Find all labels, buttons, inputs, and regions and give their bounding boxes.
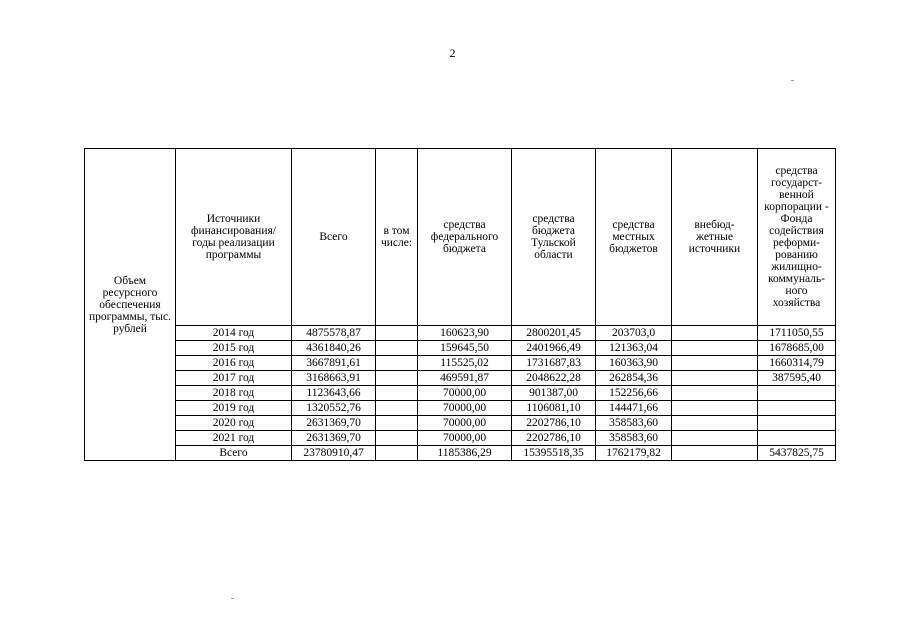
table-row (85, 431, 836, 446)
cell-including (376, 371, 418, 386)
cell-year: 2018 год (176, 386, 292, 401)
table-row (85, 371, 836, 386)
cell-local: 160363,90 (596, 356, 672, 371)
header-including: в том числе: (376, 149, 418, 326)
cell-regional: 2202786,10 (512, 431, 596, 446)
cell-year: 2016 год (176, 356, 292, 371)
table-row (85, 356, 836, 371)
cell-fund: 387595,40 (758, 371, 836, 386)
cell-regional: 1106081,10 (512, 401, 596, 416)
table-row (85, 401, 836, 416)
cell-regional: 2048622,28 (512, 371, 596, 386)
cell-extrabudget (672, 341, 758, 356)
row-header-cell: Объем ресурсного обеспечения программы, тыс. рублей (85, 149, 176, 461)
cell-federal: 70000,00 (418, 431, 512, 446)
cell-local: 358583,60 (596, 416, 672, 431)
cell-total: 2631369,70 (292, 416, 376, 431)
cell-year: 2015 год (176, 341, 292, 356)
cell-federal: 159645,50 (418, 341, 512, 356)
cell-federal: 1185386,29 (418, 446, 512, 461)
cell-local: 203703,0 (596, 326, 672, 341)
table-row (85, 341, 836, 356)
header-fund: средства государст- венной корпорации - Фонда содействия реформи- рованию жилищно- коммуналь- ного хозяйства (758, 149, 836, 326)
scan-speck (791, 80, 794, 81)
cell-total: 1123643,66 (292, 386, 376, 401)
table-row (85, 386, 836, 401)
cell-fund (758, 386, 836, 401)
table-row (85, 446, 836, 461)
cell-federal: 70000,00 (418, 386, 512, 401)
cell-total: 1320552,76 (292, 401, 376, 416)
cell-including (376, 446, 418, 461)
cell-regional: 15395518,35 (512, 446, 596, 461)
cell-extrabudget (672, 386, 758, 401)
cell-regional: 2202786,10 (512, 416, 596, 431)
cell-including (376, 386, 418, 401)
cell-including (376, 356, 418, 371)
cell-fund: 5437825,75 (758, 446, 836, 461)
cell-fund (758, 416, 836, 431)
cell-federal: 70000,00 (418, 416, 512, 431)
cell-extrabudget (672, 401, 758, 416)
cell-total: 3667891,61 (292, 356, 376, 371)
cell-extrabudget (672, 371, 758, 386)
cell-extrabudget (672, 431, 758, 446)
cell-local: 152256,66 (596, 386, 672, 401)
cell-extrabudget (672, 446, 758, 461)
cell-fund: 1711050,55 (758, 326, 836, 341)
table-row (85, 326, 836, 341)
cell-total: 23780910,47 (292, 446, 376, 461)
cell-including (376, 416, 418, 431)
cell-federal: 160623,90 (418, 326, 512, 341)
scan-speck (231, 598, 234, 599)
cell-regional: 2800201,45 (512, 326, 596, 341)
table-row (85, 416, 836, 431)
cell-local: 262854,36 (596, 371, 672, 386)
cell-total: 4875578,87 (292, 326, 376, 341)
cell-year: 2019 год (176, 401, 292, 416)
header-regional: средства бюджета Тульской области (512, 149, 596, 326)
cell-year: 2017 год (176, 371, 292, 386)
header-local: средства местных бюджетов (596, 149, 672, 326)
cell-extrabudget (672, 326, 758, 341)
cell-including (376, 431, 418, 446)
cell-fund: 1660314,79 (758, 356, 836, 371)
cell-regional: 1731687,83 (512, 356, 596, 371)
cell-total: 3168663,91 (292, 371, 376, 386)
cell-total: 2631369,70 (292, 431, 376, 446)
cell-extrabudget (672, 416, 758, 431)
cell-year: 2014 год (176, 326, 292, 341)
cell-year: Всего (176, 446, 292, 461)
cell-federal: 70000,00 (418, 401, 512, 416)
header-row (85, 149, 836, 326)
page-number: 2 (449, 46, 456, 60)
cell-fund (758, 401, 836, 416)
cell-year: 2021 год (176, 431, 292, 446)
cell-extrabudget (672, 356, 758, 371)
cell-local: 358583,60 (596, 431, 672, 446)
cell-year: 2020 год (176, 416, 292, 431)
cell-including (376, 341, 418, 356)
cell-total: 4361840,26 (292, 341, 376, 356)
cell-local: 144471,66 (596, 401, 672, 416)
cell-fund (758, 431, 836, 446)
header-federal: средства федерального бюджета (418, 149, 512, 326)
cell-federal: 115525,02 (418, 356, 512, 371)
cell-fund: 1678685,00 (758, 341, 836, 356)
cell-including (376, 326, 418, 341)
cell-federal: 469591,87 (418, 371, 512, 386)
header-source: Источники финансирования/ годы реализации программы (176, 149, 292, 326)
cell-local: 121363,04 (596, 341, 672, 356)
header-total: Всего (292, 149, 376, 326)
cell-regional: 901387,00 (512, 386, 596, 401)
header-extrabudget: внебюд- жетные источники (672, 149, 758, 326)
cell-including (376, 401, 418, 416)
cell-local: 1762179,82 (596, 446, 672, 461)
cell-regional: 2401966,49 (512, 341, 596, 356)
funding-table (84, 148, 836, 461)
